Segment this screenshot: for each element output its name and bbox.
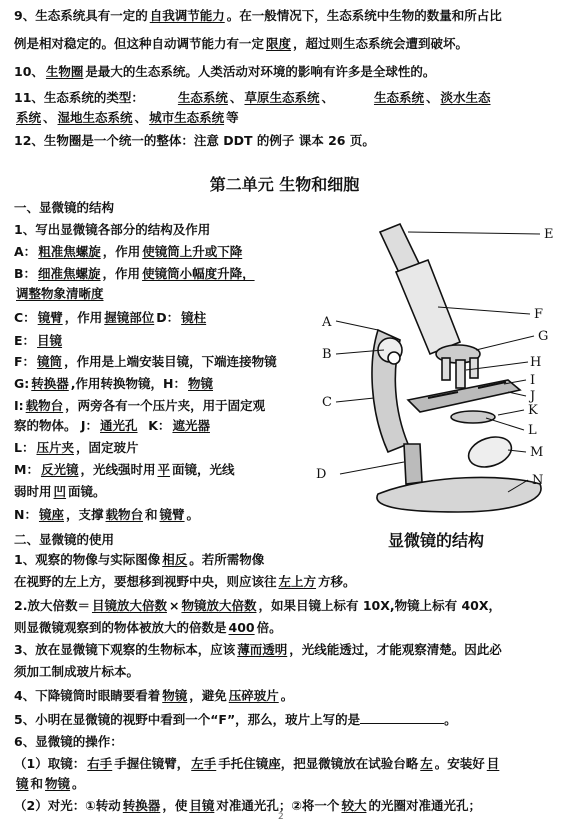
row-N: N： 镜座 ，支撑 载物台 和 镜臂 。 [14,507,200,522]
fig-label-B: B [322,347,332,362]
fig-label-E: E [544,227,554,242]
p3: 3、放在显微镜下观察的生物标本，应该 薄而透明 ，光线能透过，才能观察清楚。因此必 [14,642,502,657]
row-F: F： 镜筒 ，作用是上端安装目镜，下端连接物镜 [14,354,277,369]
line-12: 12、生物圈是一个统一的整体：注意 DDT 的例子 课本 26 页。 [14,133,375,148]
row-B: B： 细准焦螺旋 ，作用 使镜筒小幅度升降， [14,266,255,281]
fig-label-K: K [528,403,538,418]
row-M: M： 反光镜 ，光线强时用 平 面镜，光线 [14,462,235,477]
p2: 2.放大倍数＝ 目镜放大倍数 × 物镜放大倍数 ，如果目镜上标有 10X,物镜上标有 40X， [14,598,501,613]
line-9: 9、生态系统具有一定的 自我调节能力 。在一般情况下，生态系统中生物的数量和所占比 [14,8,502,23]
line-11-cont: 系统 、 湿地生态系统 、 城市生态系统 等 [16,110,239,125]
answer-blank [360,712,444,724]
fig-label-J: J [530,389,536,404]
fig-label-D: D [316,467,327,482]
section1-heading: 一、显微镜的结构 [14,200,115,215]
fig-label-F: F [534,307,544,322]
fig-label-N: N [532,473,544,488]
fig-label-L: L [528,423,537,438]
p5: 5、小明在显微镜的视野中看到一个“F”，那么，玻片上写的是 。 [14,712,457,727]
p1: 1、观察的物像与实际图像 相反 。若所需物像 [14,552,265,567]
fig-label-H: H [530,355,542,370]
unit-title: 第二单元 生物和细胞 [209,175,360,194]
row-I: I: 载物台 ，两旁各有一个压片夹，用于固定观 [14,398,266,413]
p1-cont: 在视野的左上方，要想移到视野中央，则应该往 左上方 方移。 [14,574,356,589]
fig-label-I: I [530,373,536,388]
row-E: E： 目镜 [14,333,63,348]
row-B-cont: 调整物象清晰度 [16,286,104,301]
row-L: L： 压片夹 ，固定玻片 [14,440,139,455]
p2-cont: 则显微镜观察到的物体被放大的倍数是 400 倍。 [14,620,282,635]
p4: 4、下降镜筒时眼睛要看着 物镜 ，避免 压碎玻片 。 [14,688,294,703]
fig-label-C: C [322,395,332,410]
p3-cont: 须加工制成玻片标本。 [14,664,140,679]
p6-1: （1）取镜： 右手 手握住镜臂， 左手 手托住镜座，把显微镜放在试验台略 左 。安装好 目 [14,756,500,771]
page-number: 2 [278,812,284,822]
p6-1-cont: 镜 和 物镜 。 [16,776,85,791]
p6: 6、显微镜的操作： [14,734,123,749]
q1: 1、写出显微镜各部分的结构及作用 [14,222,211,237]
line-11: 11、生态系统的类型： 生态系统 、 草原生态系统 、 生态系统 、 淡水生态 [14,90,491,105]
p6-2: （2）对光：①转动 转换器 ，使 目镜 对准通光孔；②将一个 较大 的光圈对准通光孔； [14,798,481,813]
row-C: C： 镜臂 ，作用 握镜部位 D： 镜柱 [14,310,207,325]
figure-caption: 显微镜的结构 [388,531,485,550]
row-A: A： 粗准焦螺旋 ，作用 使镜筒上升或下降 [14,244,243,259]
row-I-cont: 察的物体。 J： 通光孔 K： 遮光器 [14,418,210,433]
line-10: 10、 生物圈 是最大的生态系统。人类活动对环境的影响有许多是全球性的。 [14,64,436,79]
fig-label-M: M [530,445,544,460]
row-M-cont: 弱时用 凹 面镜。 [14,484,106,499]
row-G: G: 转换器 ,作用转换物镜，H： 物镜 [14,376,214,391]
section2-heading: 二、显微镜的使用 [14,532,115,547]
microscope-diagram [308,212,560,558]
line-9-cont: 例是相对稳定的。但这种自动调节能力有一定 限度 ，超过则生态系统会遭到破坏。 [14,36,469,51]
fig-label-A: A [322,315,332,330]
fig-label-G: G [538,329,549,344]
